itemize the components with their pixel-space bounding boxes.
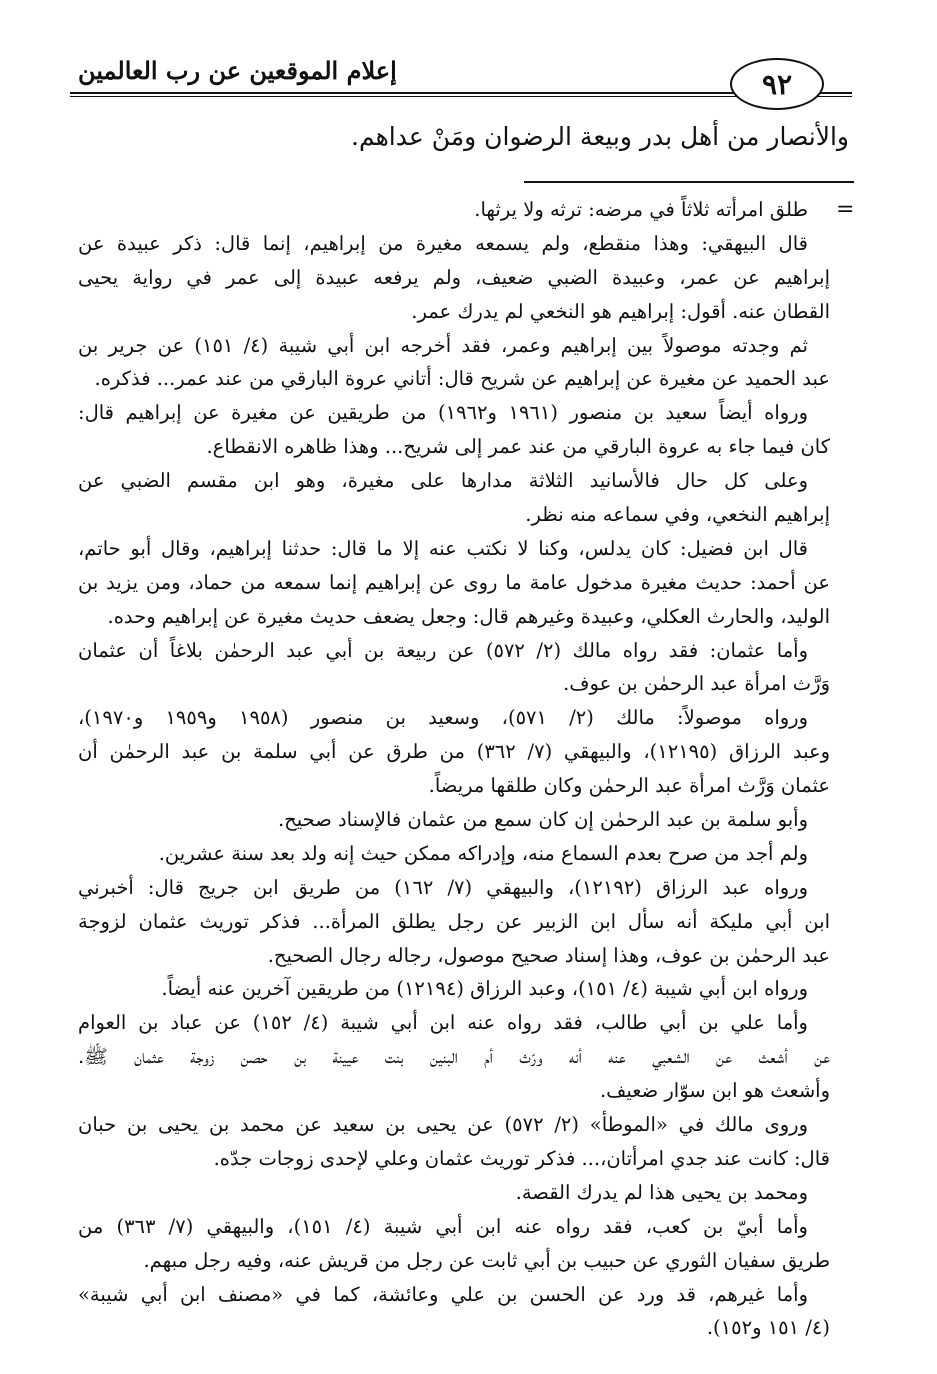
footnote-line: ابن أبي مليكة أنه سأل ابن الزبير عن رجل يطلق المرأة... فذكر توريث عثمان لزوجة	[78, 909, 830, 933]
footnote-line: ورواه عبد الرزاق (١٢١٩٢)، والبيهقي (٧/ ١٦٢) من طريق ابن جريج قال: أخبرني	[78, 875, 808, 899]
footnote-line: عن أحمد: حديث مغيرة مدخول عامة ما روى عن إبراهيم إنما سمعه من حماد، ومن يزيد بن	[78, 570, 830, 594]
footnote-continuation-mark: =	[836, 197, 855, 222]
footnote-line: (٤/ ١٥١ و١٥٢).	[706, 1316, 830, 1340]
footnote-line: إبراهيم النخعي، وفي سماعه منه نظر.	[525, 503, 830, 527]
footnote-line: طريق سفيان الثوري عن حبيب بن أبي ثابت عن رجل من قريش عنه، وفيه رجل مبهم.	[143, 1248, 830, 1272]
footnote-line: ورواه ابن أبي شيبة (٤/ ١٥١)، وعبد الرزاق (١٢١٩٤) من طريقين آخرين عنه أيضاً.	[161, 977, 808, 1001]
footnote-line: وأشعث هو ابن سوّار ضعيف.	[599, 1079, 830, 1103]
main-text-line: والأنصار من أهل بدر وبيعة الرضوان ومَنْ عداهم.	[351, 122, 849, 151]
page-number: ٩٢	[730, 58, 824, 110]
footnote-line: قال البيهقي: وهذا منقطع، ولم يسمعه مغيرة من إبراهيم، إنما قال: ذكر عبيدة عن	[78, 231, 808, 255]
footnote-line: القطان عنه. أقول: إبراهيم هو النخعي لم يدرك عمر.	[411, 299, 830, 323]
footnote-line: عثمان وَرَّث امرأة عبد الرحمٰن وكان طلقها مريضاً.	[428, 774, 830, 798]
footnote-line: الوليد، والحارث العكلي، وعبيدة وغيرهم قال: وجعل يضعف حديث مغيرة عن إبراهيم وحده.	[107, 604, 830, 628]
footnote-line: عبد الحميد عن مغيرة عن إبراهيم عن شريح قال: أتاني عروة البارقي من عند عمر... فذكره.	[94, 367, 830, 391]
footnote-line: عن أشعث عن الشعبي عنه أنه ورّث أم البنين بنت عيينة بن حصن زوجة عثمان ﷺ.	[78, 1045, 830, 1069]
footnote-line: ورواه موصولاً: مالك (٢/ ٥٧١)، وسعيد بن منصور (١٩٥٨ و١٩٥٩ و١٩٧٠)،	[78, 706, 808, 730]
footnote-line: قال ابن فضيل: كان يدلس، وكنا لا نكتب عنه إلا ما قال: حدثنا إبراهيم، وقال أبو حاتم،	[78, 536, 808, 560]
footnote-line: وأبو سلمة بن عبد الرحمٰن إن كان سمع من عثمان فالإسناد صحيح.	[277, 808, 808, 832]
footnote-line: وَرَّث امرأة عبد الرحمٰن بن عوف.	[563, 672, 830, 696]
footnote-line: وروى مالك في «الموطأ» (٢/ ٥٧٢) عن يحيى بن سعيد عن محمد بن يحيى بن حبان	[78, 1113, 809, 1137]
footnote-line: وعلى كل حال فالأسانيد الثلاثة مدارها على مغيرة، وهو ابن مقسم الضبي عن	[78, 469, 808, 493]
book-title: إعلام الموقعين عن رب العالمين	[78, 56, 397, 85]
footnote-line: إبراهيم عن عمر، وعبيدة الضبي ضعيف، ولم يرفعه عبيدة إلى عمر في رواية يحيى	[78, 265, 830, 289]
footnote-line: كان فيما جاء به عروة البارقي من عند عمر إلى شريح... وهذا ظاهره الانقطاع.	[206, 435, 830, 459]
footnote-line: عبد الرحمٰن بن عوف، وهذا إسناد صحيح موصول، رجاله رجال الصحيح.	[267, 943, 830, 967]
running-header	[70, 50, 852, 108]
footnote-line: وأما أبيّ بن كعب، فقد رواه عنه ابن أبي شيبة (٤/ ١٥١)، والبيهقي (٧/ ٣٦٣) من	[78, 1214, 808, 1238]
footnote-line: ورواه أيضاً سعيد بن منصور (١٩٦١ و١٩٦٢) من طريقين عن مغيرة عن إبراهيم قال:	[78, 401, 808, 425]
footnote-line: ولم أجد من صرح بعدم السماع منه، وإدراكه ممكن حيث إنه ولد بعد سنة عشرين.	[158, 841, 808, 865]
footnote-line: ثم وجدته موصولاً بين إبراهيم وعمر، فقد أخرجه ابن أبي شيبة (٤/ ١٥١) عن جرير بن	[78, 333, 808, 357]
footnote-line: وأما غيرهم، قد ورد عن الحسن بن علي وعائشة، كما في «مصنف ابن أبي شيبة»	[78, 1282, 808, 1306]
footnote-line: وأما علي بن أبي طالب، فقد رواه عنه ابن أبي شيبة (٤/ ١٥٢) عن عباد بن العوام	[78, 1011, 808, 1035]
footnote-line: وعبد الرزاق (١٢١٩٥)، والبيهقي (٧/ ٣٦٢) من طرق عن أبي سلمة بن عبد الرحمٰن أن	[78, 740, 830, 764]
footnote-line: وأما عثمان: فقد رواه مالك (٢/ ٥٧٢) عن ربيعة بن أبي عبد الرحمٰن بلاغاً أن عثمان	[78, 638, 808, 662]
footnote-line: طلق امرأته ثلاثاً في مرضه: ترثه ولا يرثها.	[474, 198, 808, 221]
footnote-text	[78, 193, 830, 1345]
footnote-separator	[524, 181, 854, 183]
footnote-line: ومحمد بن يحيى هذا لم يدرك القصة.	[515, 1180, 808, 1204]
footnote-line: قال: كانت عند جدي امرأتان،... فذكر توريث عثمان وعلي لإحدى زوجات جدّه.	[213, 1146, 830, 1170]
